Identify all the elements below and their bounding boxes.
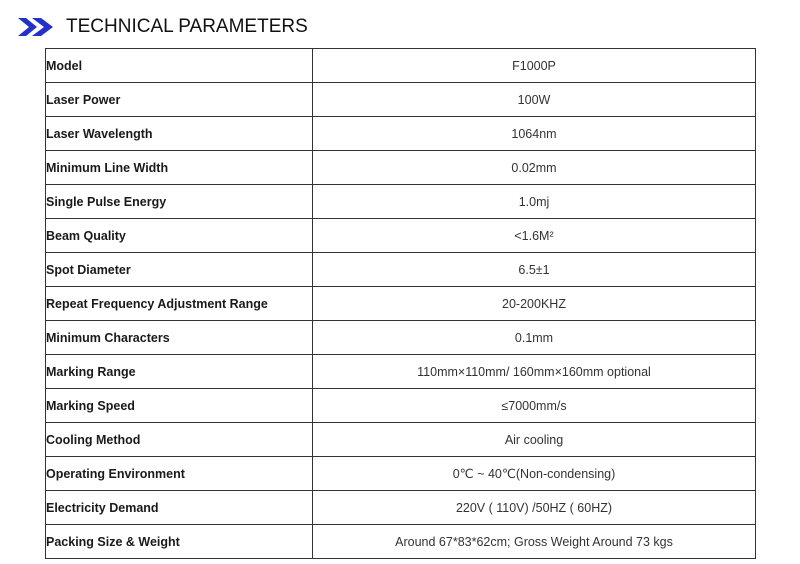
param-value: 0.02mm <box>313 151 756 185</box>
table-row <box>46 525 756 559</box>
param-label: Packing Size & Weight <box>46 525 313 559</box>
param-label: Model <box>46 49 313 83</box>
table-row <box>46 491 756 525</box>
param-label: Spot Diameter <box>46 253 313 287</box>
table-row <box>46 219 756 253</box>
param-label: Laser Wavelength <box>46 117 313 151</box>
param-label: Minimum Line Width <box>46 151 313 185</box>
table-row <box>46 49 756 83</box>
param-value: 20-200KHZ <box>313 287 756 321</box>
table-row <box>46 355 756 389</box>
table-row <box>46 321 756 355</box>
param-value: 110mm×110mm/ 160mm×160mm optional <box>313 355 756 389</box>
table-row <box>46 117 756 151</box>
param-label: Cooling Method <box>46 423 313 457</box>
param-value: Air cooling <box>313 423 756 457</box>
table-row <box>46 389 756 423</box>
param-label: Marking Range <box>46 355 313 389</box>
param-value: 1.0mj <box>313 185 756 219</box>
param-label: Marking Speed <box>46 389 313 423</box>
table-row <box>46 457 756 491</box>
param-value: Around 67*83*62cm; Gross Weight Around 73 kgs <box>313 525 756 559</box>
double-chevron-right-icon <box>18 18 58 36</box>
param-value: 0.1mm <box>313 321 756 355</box>
table-row <box>46 253 756 287</box>
param-value: 100W <box>313 83 756 117</box>
table-row <box>46 83 756 117</box>
section-header <box>18 12 308 42</box>
param-value: ≤7000mm/s <box>313 389 756 423</box>
table-row <box>46 287 756 321</box>
param-value: F1000P <box>313 49 756 83</box>
param-value: 6.5±1 <box>313 253 756 287</box>
param-label: Minimum Characters <box>46 321 313 355</box>
page-title: TECHNICAL PARAMETERS <box>66 16 308 37</box>
param-label: Repeat Frequency Adjustment Range <box>46 287 313 321</box>
param-value: 1064nm <box>313 117 756 151</box>
param-value: 220V ( 110V) /50HZ ( 60HZ) <box>313 491 756 525</box>
param-label: Operating Environment <box>46 457 313 491</box>
param-label: Laser Power <box>46 83 313 117</box>
table-row <box>46 151 756 185</box>
param-label: Electricity Demand <box>46 491 313 525</box>
table-row <box>46 423 756 457</box>
param-label: Single Pulse Energy <box>46 185 313 219</box>
table-row <box>46 185 756 219</box>
param-value: <1.6M² <box>313 219 756 253</box>
param-value: 0℃ ~ 40℃(Non-condensing) <box>313 457 756 491</box>
param-label: Beam Quality <box>46 219 313 253</box>
technical-parameters-table <box>45 48 756 559</box>
